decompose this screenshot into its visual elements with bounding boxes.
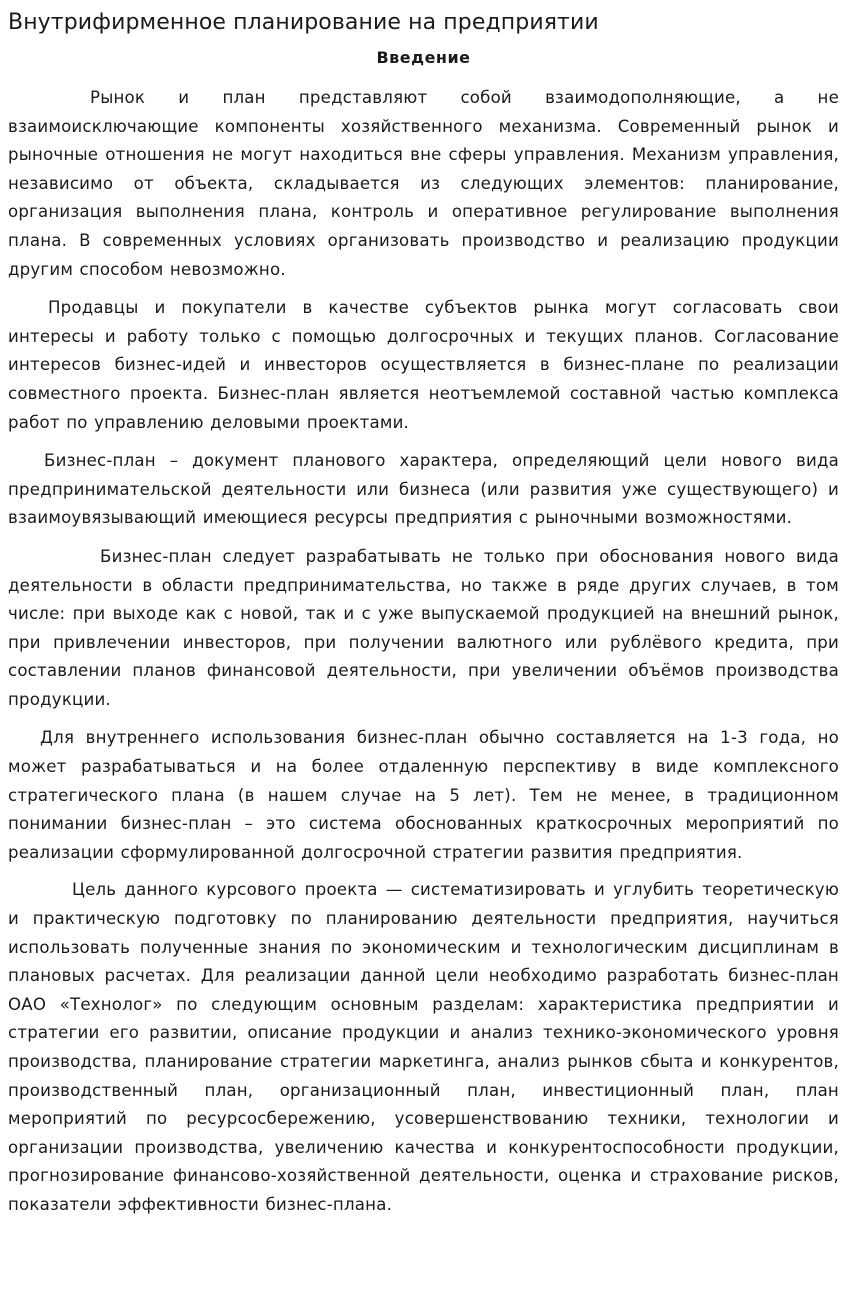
paragraph-business-plan-definition: Бизнес-план – документ планового характера, определяющий цели нового вида предпринимательской деятельности или бизнеса (или развития уже существующего) и взаимоувязывающий имеющиеся ресурсы предприятия с рыночными возможностями.	[8, 451, 839, 528]
paragraph-internal-use: Для внутреннего использования бизнес-план обычно составляется на 1-3 года, но может разрабатываться и на более отдаленную перспективу в виде комплексного стратегического плана (в нашем случае на 5 лет). Тем не менее, в традиционном понимании бизнес-план – это система обоснованных краткосрочных мероприятий по реализации сформулированной долгосрочной стратегии развития предприятия.	[8, 728, 839, 862]
paragraph-business-plan-cases: Бизнес-план следует разрабатывать не только при обоснования нового вида деятельности в области предпринимательства, но также в ряде других случаев, в том числе: при выходе как с новой, так и с уже выпускаемой продукцией на внешний рынок, при привлечении инвесторов, при получении валютного или рублёвого кредита, при составлении планов финансовой деятельности, при увеличении объёмов производства продукции.	[8, 546, 839, 709]
paragraph-sellers-and-buyers: Продавцы и покупатели в качестве субъектов рынка могут согласовать свои интересы и работу только с помощью долгосрочных и текущих планов. Согласование интересов бизнес-идей и инвесторов осуществляется в бизнес-плане по реализации совместного проекта. Бизнес-план является неотъемлемой составной частью комплекса работ по управлению деловыми проектами.	[8, 298, 839, 432]
document-title: Внутрифирменное планирование на предприятии	[8, 10, 599, 35]
paragraph-project-goal: Цель данного курсового проекта — систематизировать и углубить теоретическую и практическую подготовку по планированию деятельности предприятия, научиться использовать полученные знания по экономическим и технологическим дисциплинам в плановых расчетах. Для реализации данной цели необходимо разработать бизнес-план ОАО «Технолог» по следующим основным разделам: характеристика предприятии и стратегии его развитии, описание продукции и анализ технико-экономического уровня производства, планирование стратегии маркетинга, анализ рынков сбыта и конкурентов, производственный план, организационный план, инвестиционный план, план мероприятий по ресурсосбережению, усовершенствованию техники, технологии и организации производства, увеличению качества и конкурентоспособности продукции, прогнозирование финансово-хозяйственной деятельности, оценка и страхование рисков, показатели эффективности бизнес-плана.	[8, 880, 839, 1214]
paragraph-market-and-plan: Рынок и план представляют собой взаимодополняющие, а не взаимоисключающие компоненты хозяйственного механизма. Современный рынок и рыночные отношения не могут находиться вне сферы управления. Механизм управления, независимо от объекта, складывается из следующих элементов: планирование, организация выполнения плана, контроль и оперативное регулирование выполнения плана. В современных условиях организовать производство и реализацию продукции другим способом невозможно.	[8, 88, 839, 279]
section-heading: Введение	[376, 48, 471, 67]
